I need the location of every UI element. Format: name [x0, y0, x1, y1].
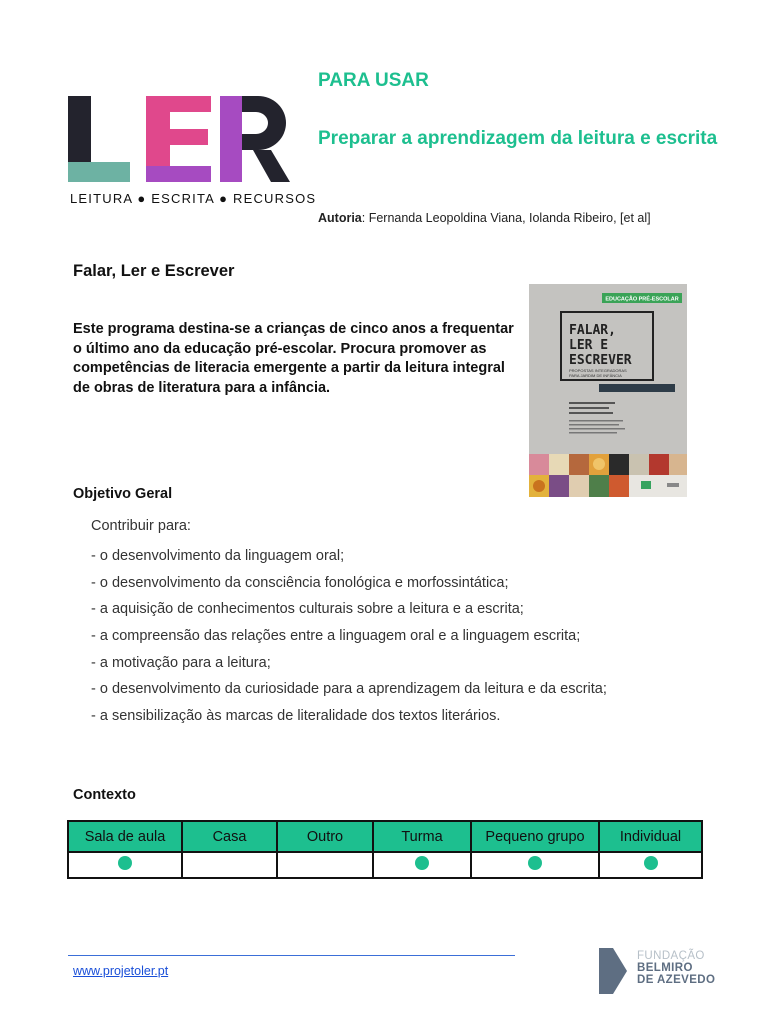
foundation-line-2: BELMIRO — [637, 962, 693, 974]
selected-dot-icon — [118, 856, 132, 870]
context-col-sala-de-aula: Sala de aula — [68, 821, 182, 852]
website-link[interactable]: www.projetoler.pt — [73, 964, 169, 978]
selected-dot-icon — [415, 856, 429, 870]
cover-subtitle-line-1: PROPOSTAS INTEGRADORAS — [569, 368, 627, 373]
cover-banner: EDUCAÇÃO PRÉ-ESCOLAR — [605, 296, 679, 303]
context-cell — [599, 852, 702, 878]
objective-heading: Objetivo Geral — [73, 486, 173, 502]
context-cell — [277, 852, 373, 878]
book-cover-image — [529, 284, 687, 497]
footer-divider — [68, 955, 515, 956]
book-cover-art — [529, 284, 687, 497]
foundation-logo-icon — [599, 948, 627, 994]
context-col-individual: Individual — [599, 821, 702, 852]
authors-label: Autoria — [318, 211, 362, 225]
objective-list — [91, 545, 607, 732]
context-cell — [373, 852, 471, 878]
selected-dot-icon — [528, 856, 542, 870]
context-table — [67, 820, 703, 879]
context-cell — [471, 852, 599, 878]
cover-title-line-2: LER E — [569, 338, 609, 353]
program-title: Falar, Ler e Escrever — [73, 262, 235, 280]
context-col-turma: Turma — [373, 821, 471, 852]
context-cell — [182, 852, 277, 878]
objective-item: - o desenvolvimento da consciência fonológica e morfossintática; — [91, 574, 509, 591]
objective-lead: Contribuir para: — [91, 518, 191, 534]
context-col-pequeno-grupo: Pequeno grupo — [471, 821, 599, 852]
logo-tagline: LEITURA ● ESCRITA ● RECURSOS — [70, 191, 317, 206]
context-col-outro: Outro — [277, 821, 373, 852]
foundation-logo-text — [637, 950, 715, 986]
context-cell — [68, 852, 182, 878]
objective-item: - a aquisição de conhecimentos culturais sobre a leitura e a escrita; — [91, 601, 524, 618]
objective-item: - o desenvolvimento da linguagem oral; — [91, 548, 345, 564]
cover-title-line-3: ESCREVER — [569, 353, 632, 368]
objective-item: - a motivação para a leitura; — [91, 654, 271, 671]
page-title: Preparar a aprendizagem da leitura e escrita — [318, 128, 718, 149]
authors-line — [318, 211, 651, 225]
cover-title-line-1: FALAR, — [569, 323, 616, 338]
cover-subtitle-line-2: PARA JARDIM DE INFÂNCIA — [569, 373, 622, 378]
foundation-line-3: DE AZEVEDO — [637, 974, 716, 986]
context-heading: Contexto — [73, 787, 136, 803]
objective-item: - o desenvolvimento da curiosidade para a aprendizagem da leitura e da escrita; — [91, 681, 607, 698]
context-header-row — [68, 821, 702, 852]
context-marks-row — [68, 852, 702, 878]
context-col-casa: Casa — [182, 821, 277, 852]
selected-dot-icon — [644, 856, 658, 870]
program-description: Este programa destina-se a crianças de cinco anos a frequentar o último ano da educação pré-escolar. Procura promover as competências de literacia emergente a partir da leitura integral de obras de literatura para a infância. — [73, 321, 514, 396]
foundation-line-1: FUNDAÇÃO — [637, 950, 705, 962]
objective-item: - a compreensão das relações entre a linguagem oral e a linguagem escrita; — [91, 628, 581, 645]
page-kicker: PARA USAR — [318, 70, 429, 91]
authors-value: : Fernanda Leopoldina Viana, Iolanda Ribeiro, [et al] — [361, 211, 651, 225]
objective-item: - a sensibilização às marcas de literalidade dos textos literários. — [91, 708, 501, 725]
